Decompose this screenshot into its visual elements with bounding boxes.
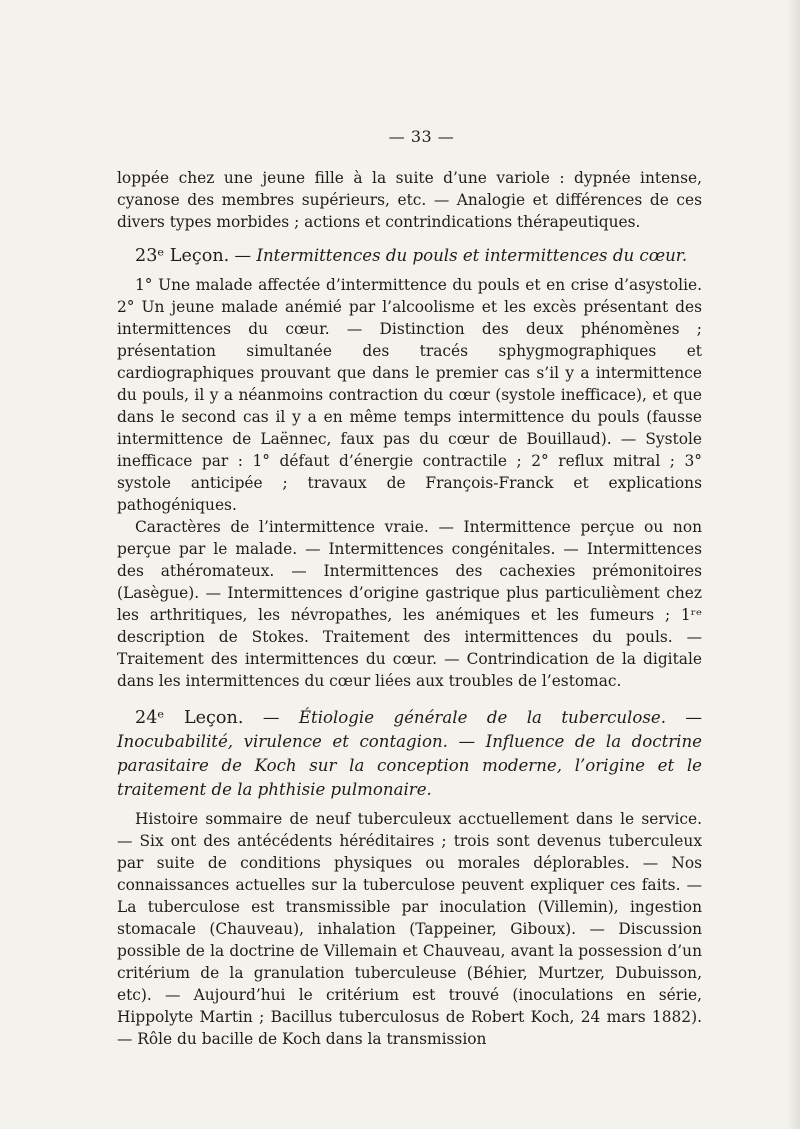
lecon-23-dash: — <box>234 246 252 265</box>
page-number: — 33 — <box>388 127 455 146</box>
intro-paragraph: loppée chez une jeune fille à la suite d’une variole : dypnée intense, cyanose des membres supérieurs, etc. — Analogie et différences de ces divers types morbides ; actions et contrindications thérapeutiques. <box>117 169 702 231</box>
lecon-24-number: 24ᵉ Leçon. <box>135 708 244 728</box>
lecon-23-heading <box>117 244 702 268</box>
lecon-23-number: 23ᵉ Leçon. <box>135 246 230 266</box>
lecon-24-title: Étiologie générale de la tuberculose. — Inocubabilité, virulence et contagion. — Influence de la doctrine parasitaire de Koch sur la conception moderne, l’origine et le traitement de la phthisie pulmonaire. <box>117 708 702 799</box>
lecon-24-heading <box>117 706 702 802</box>
lecon-23-paragraph-2: Caractères de l’intermittence vraie. — Intermittence perçue ou non perçue par le malade. — Intermittences congénitales. — Intermittences des athéromateux. — Intermittences des cachexies prémonitoires (Lasègue). — Intermittences d’origine gastrique plus particulièment chez les arthritiques, les névropathes, les anémiques et les fumeurs ; 1ʳᵉ description de Stokes. Traitement des intermittences du pouls. — Traitement des intermittences du cœur. — Contrindication de la digitale dans les intermittences du cœur liées aux troubles de l’estomac. <box>117 518 702 690</box>
page-text-block <box>117 126 702 1050</box>
lecon-24-dash: — <box>262 708 280 727</box>
lecon-24-paragraph-1: Histoire sommaire de neuf tuberculeux acctuellement dans le service. — Six ont des antécédents héréditaires ; trois sont devenus tuberculeux par suite de conditions physiques ou morales déplorables. — Nos connaissances actuelles sur la tuberculose peuvent expliquer ces faits. — La tuberculose est transmissible par inoculation (Villemin), ingestion stomacale (Chauveau), inhalation (Tappeiner, Giboux). — Discussion possible de la doctrine de Villemain et Chauveau, avant la possession d’un critérium de la granulation tuberculeuse (Béhier, Murtzer, Dubuisson, etc). — Aujourd’hui le critérium est trouvé (inoculations en série, Hippolyte Martin ; Bacillus tuberculosus de Robert Koch, 24 mars 1882). — Rôle du bacille de Koch dans la transmission <box>117 810 702 1048</box>
lecon-23-paragraph-1: 1° Une malade affectée d’intermittence du pouls et en crise d’asystolie. 2° Un jeune malade anémié par l’alcoolisme et les excès présentant des intermittences du cœur. — Distinction des deux phénomènes ; présentation simultanée des tracés sphygmographiques et cardiographiques prouvant que dans le premier cas s’il y a intermittence du pouls, il y a néanmoins contraction du cœur (systole inefficace), et que dans le second cas il y a en même temps intermittence du pouls (fausse intermittence de Laënnec, faux pas du cœur de Bouillaud). — Systole inefficace par : 1° défaut d’énergie contractile ; 2° reflux mitral ; 3° systole anticipée ; travaux de François-Franck et explications pathogéniques. <box>117 276 702 514</box>
page-edge-shadow <box>786 0 800 1129</box>
lecon-23-title: Intermittences du pouls et intermittences du cœur. <box>256 246 688 265</box>
